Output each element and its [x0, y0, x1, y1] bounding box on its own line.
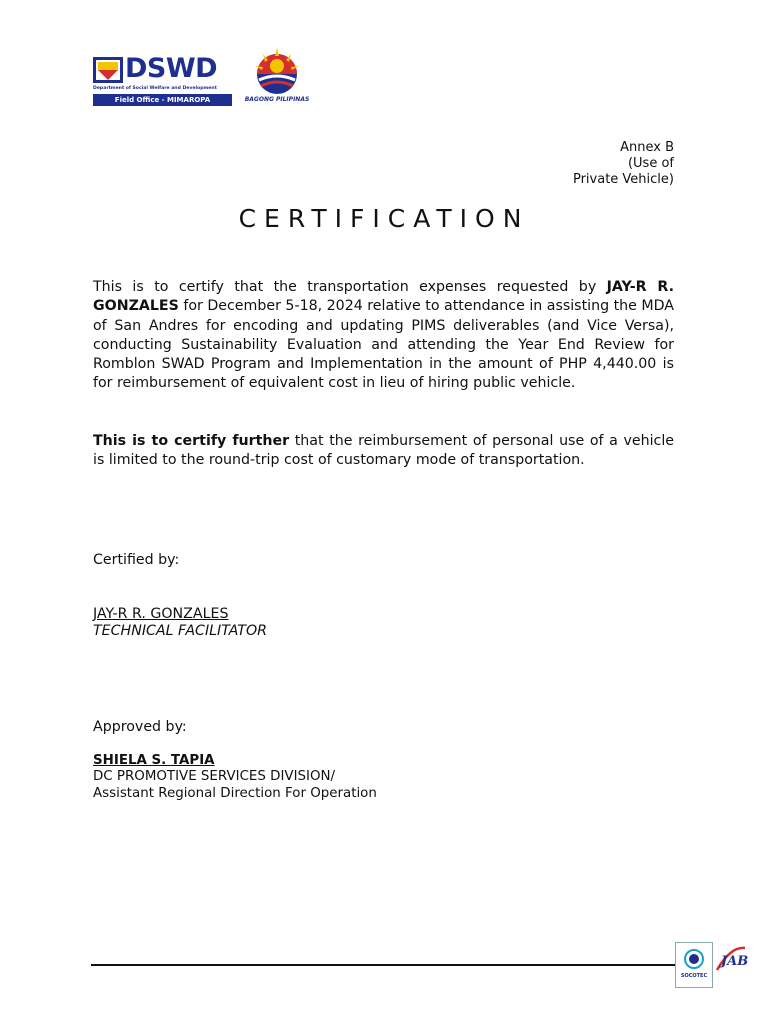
bagong-pilipinas-logo [240, 46, 314, 106]
socotec-label: SOCOTEC [680, 973, 708, 979]
document-title: CERTIFICATION [238, 204, 530, 233]
dswd-logo [93, 55, 233, 107]
paragraph-lead-text: This is to certify that the transportation expenses requested by [93, 279, 607, 295]
jab-accreditation-logo [713, 944, 747, 986]
dswd-field-office: Field Office - MIMAROPA [93, 94, 232, 106]
annex-line-3: Private Vehicle) [572, 172, 674, 187]
certifier-position: TECHNICAL FACILITATOR [93, 623, 267, 639]
further-certification-paragraph [93, 432, 674, 471]
further-lead-text: This is to certify further [93, 433, 290, 449]
certifier-name: JAY-R R. GONZALES [93, 606, 229, 622]
bagong-pilipinas-seal-icon [249, 46, 305, 96]
annex-label [573, 140, 674, 188]
socotec-dot-icon [689, 954, 699, 964]
certification-paragraph [93, 278, 674, 394]
annex-line-1: Annex B [620, 140, 674, 155]
requester-name: JAY-R R. GONZALES [93, 279, 675, 315]
dswd-wordmark: DSWD [125, 53, 218, 84]
further-body-text: that the reimbursement of personal use of a vehicle is limited to the round-trip cost of customary mode of transportation. [93, 433, 675, 469]
socotec-certification-logo [675, 942, 713, 988]
paragraph-body-text: for December 5-18, 2024 relative to attendance in assisting the MDA of San Andres for encoding and updating PIMS deliverables (and Vice Versa), conducting Sustainability Evaluation and attending the Year End Review for Romblon SWAD Program and Implementation in the amount of PHP 4,440.00 is for reimbursement of equivalent cost in lieu of hiring public vehicle. [93, 298, 674, 392]
dswd-emblem-icon [93, 57, 123, 83]
certified-by-label: Certified by: [93, 552, 180, 568]
footer-divider [91, 964, 678, 966]
approver-position-line-1: DC PROMOTIVE SERVICES DIVISION/ [93, 769, 336, 784]
dswd-department-name: Department of Social Welfare and Development [93, 86, 217, 91]
approver-name: SHIELA S. TAPIA [93, 753, 215, 768]
approved-by-label: Approved by: [93, 719, 187, 735]
approver-position-line-2: Assistant Regional Direction For Operation [93, 786, 377, 801]
bagong-pilipinas-text: BAGONG PILIPINAS [244, 96, 310, 103]
jab-label: JAB [721, 954, 749, 969]
annex-line-2: (Use of [627, 156, 674, 171]
